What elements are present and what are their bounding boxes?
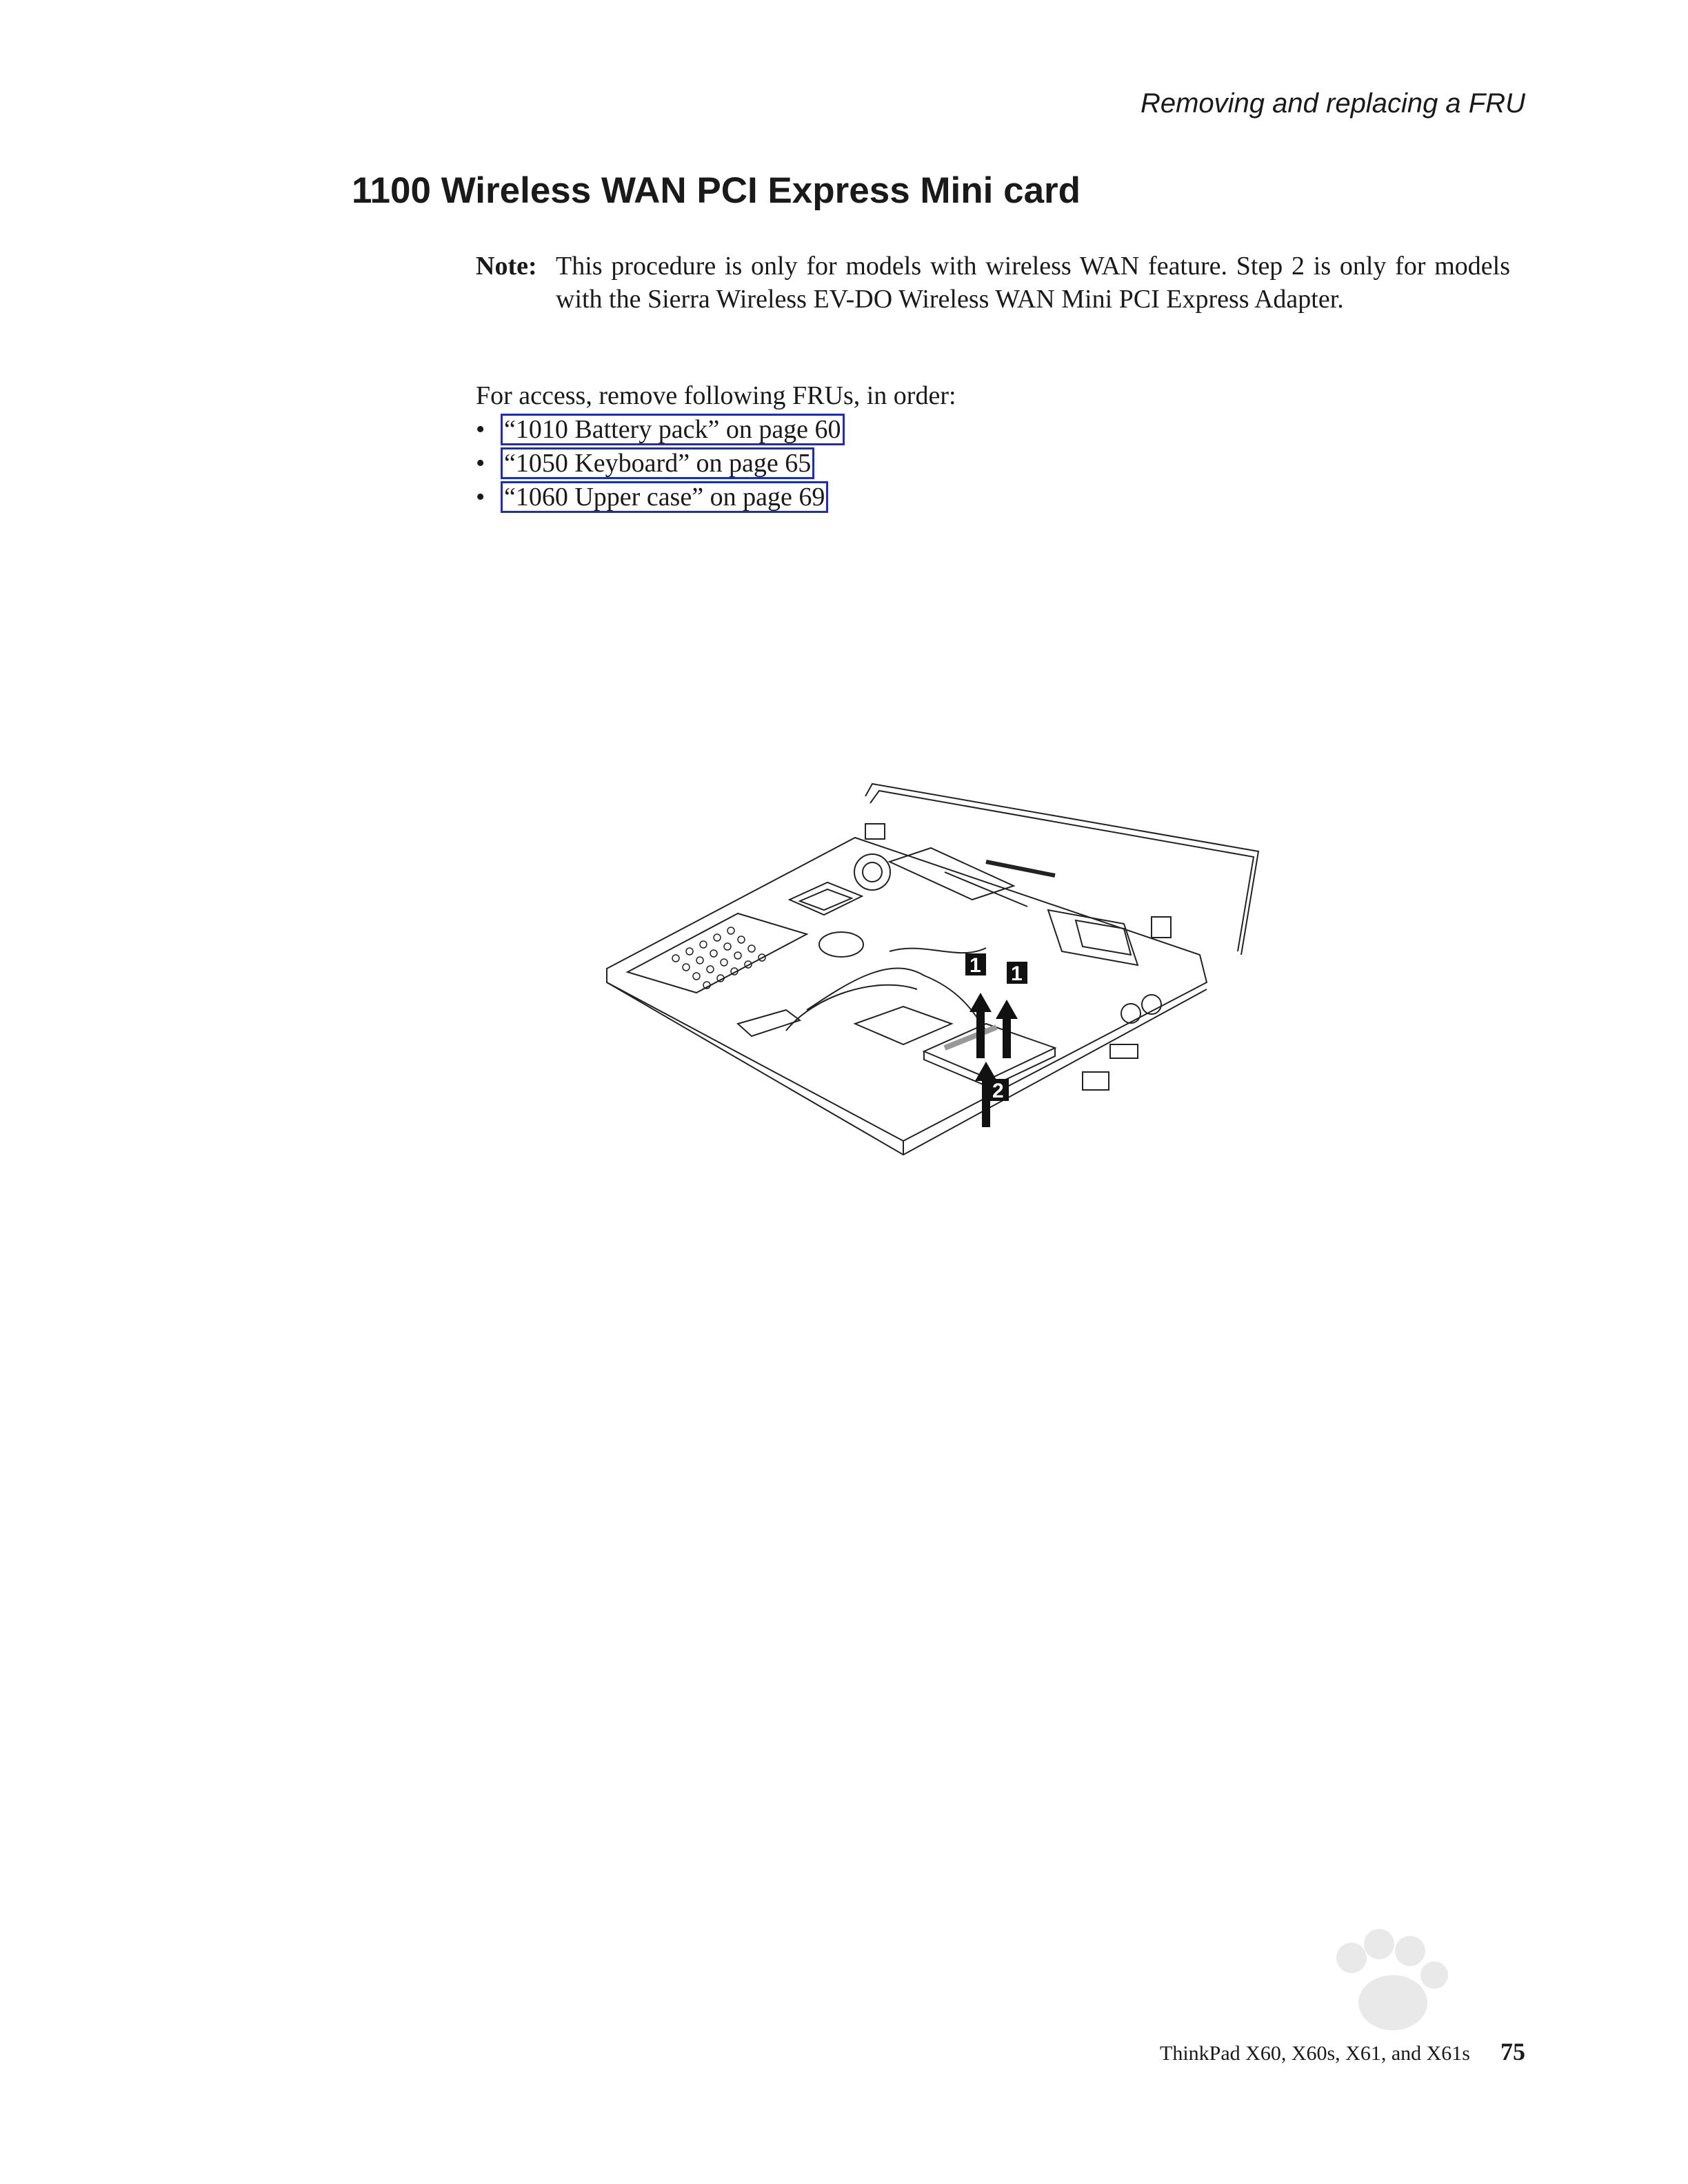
note-block <box>476 250 1510 316</box>
section-title: 1100 Wireless WAN PCI Express Mini card <box>352 170 1081 211</box>
access-intro: For access, remove following FRUs, in order: <box>476 381 956 410</box>
link-upper-case[interactable]: “1060 Upper case” on page 69 <box>501 481 828 513</box>
page-number: 75 <box>1500 2038 1525 2065</box>
page-footer <box>1160 2037 1525 2066</box>
list-item <box>476 412 845 446</box>
laptop-disassembly-illustration <box>600 782 1276 1169</box>
footer-text: ThinkPad X60, X60s, X61, and X61s <box>1160 2042 1470 2065</box>
fru-list <box>476 412 845 514</box>
svg-text:1: 1 <box>969 954 981 977</box>
svg-text:1: 1 <box>1011 962 1023 985</box>
bullet: • <box>476 448 485 478</box>
list-item <box>476 446 845 480</box>
running-head: Removing and replacing a FRU <box>1140 88 1525 119</box>
note-label: Note: <box>476 252 537 281</box>
callout-1b <box>1007 962 1027 985</box>
callout-2 <box>988 1079 1009 1102</box>
svg-text:2: 2 <box>992 1080 1004 1102</box>
note-text: This procedure is only for models with wireless WAN feature. Step 2 is only for models with the Sierra Wireless EV-DO Wireless WAN Mini PCI Express Adapter. <box>556 252 1510 314</box>
bullet: • <box>476 414 485 444</box>
list-item <box>476 480 845 514</box>
link-battery-pack[interactable]: “1010 Battery pack” on page 60 <box>501 414 845 445</box>
link-keyboard[interactable]: “1050 Keyboard” on page 65 <box>501 447 814 479</box>
callout-1a <box>965 953 986 977</box>
bullet: • <box>476 482 485 512</box>
